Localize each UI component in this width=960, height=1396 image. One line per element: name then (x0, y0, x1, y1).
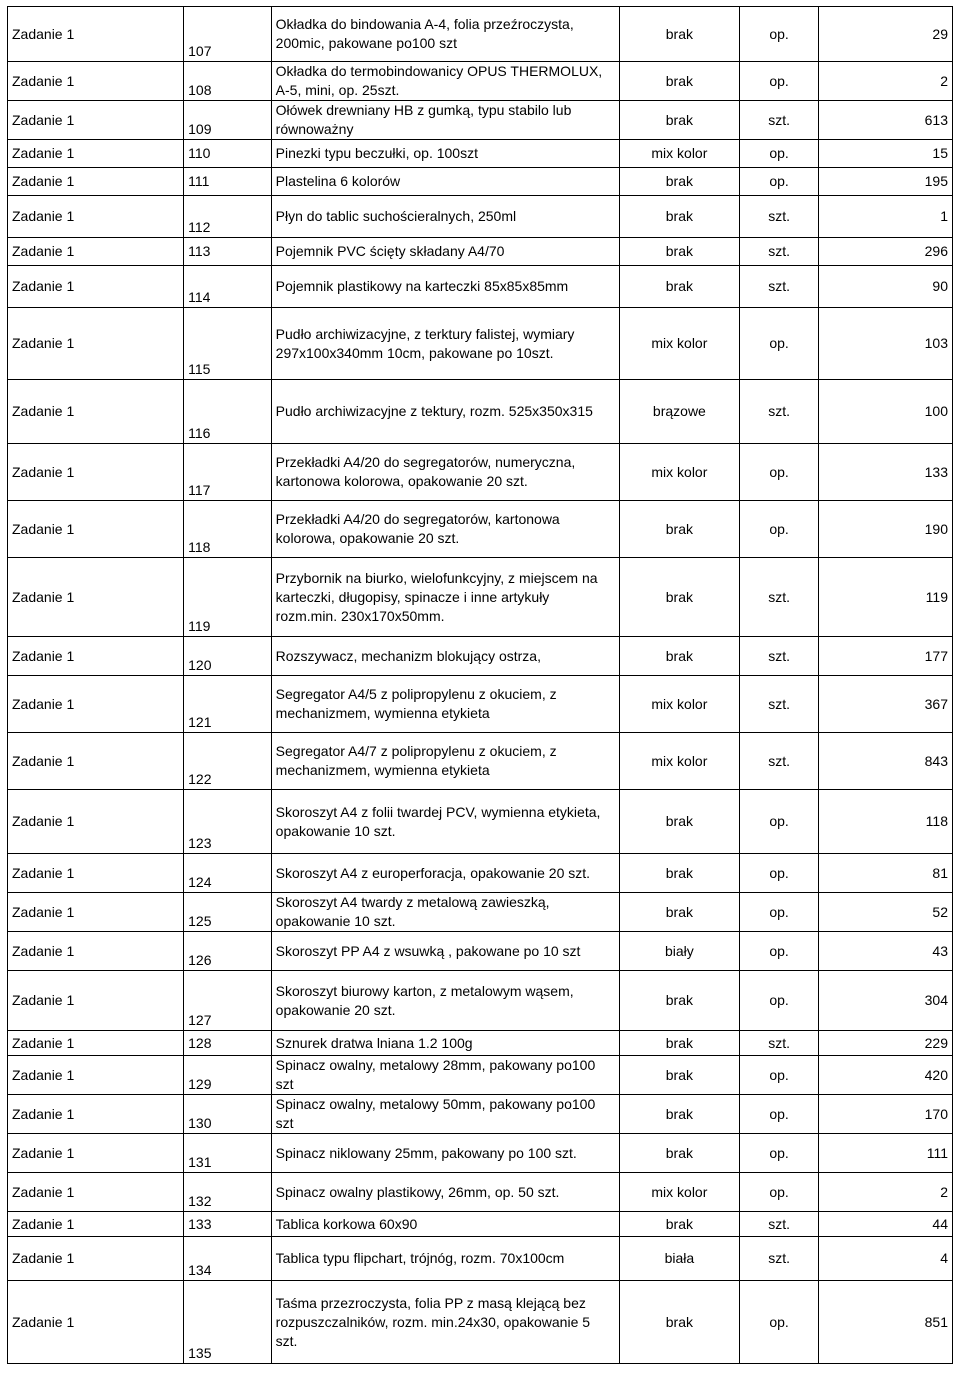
task-cell: Zadanie 1 (8, 266, 184, 308)
number-cell: 130 (184, 1095, 272, 1134)
description-cell: Skoroszyt PP A4 z wsuwką , pakowane po 10 szt (271, 932, 619, 971)
quantity-cell: 2 (818, 62, 952, 101)
table-row (8, 790, 953, 854)
unit-cell: op. (740, 790, 819, 854)
description-cell: Sznurek dratwa lniana 1.2 100g (271, 1031, 619, 1056)
color-cell: brak (619, 1031, 740, 1056)
description-cell: Okładka do bindowania A-4, folia przeźroczysta, 200mic, pakowane po100 szt (271, 7, 619, 62)
unit-cell: szt. (740, 637, 819, 676)
quantity-cell: 229 (818, 1031, 952, 1056)
task-cell: Zadanie 1 (8, 7, 184, 62)
color-cell: biała (619, 1237, 740, 1281)
color-cell: brak (619, 790, 740, 854)
unit-cell: op. (740, 140, 819, 168)
description-cell: Skoroszyt A4 z europerforacja, opakowanie 20 szt. (271, 854, 619, 893)
quantity-cell: 296 (818, 238, 952, 266)
number-cell: 123 (184, 790, 272, 854)
color-cell: brak (619, 168, 740, 196)
color-cell: biały (619, 932, 740, 971)
description-cell: Spinacz owalny plastikowy, 26mm, op. 50 szt. (271, 1173, 619, 1212)
table-row (8, 308, 953, 380)
color-cell: brak (619, 1134, 740, 1173)
task-cell: Zadanie 1 (8, 1237, 184, 1281)
unit-cell: szt. (740, 1237, 819, 1281)
task-cell: Zadanie 1 (8, 1173, 184, 1212)
description-cell: Okładka do termobindowanicy OPUS THERMOLUX, A-5, mini, op. 25szt. (271, 62, 619, 101)
description-cell: Skoroszyt A4 twardy z metalową zawieszką, opakowanie 10 szt. (271, 893, 619, 932)
unit-cell: szt. (740, 676, 819, 733)
description-cell: Segregator A4/7 z polipropylenu z okuciem, z mechanizmem, wymienna etykieta (271, 733, 619, 790)
table-row (8, 1281, 953, 1364)
task-cell: Zadanie 1 (8, 676, 184, 733)
quantity-cell: 851 (818, 1281, 952, 1364)
quantity-cell: 304 (818, 971, 952, 1031)
table-row (8, 676, 953, 733)
description-cell: Przekładki A4/20 do segregatorów, kartonowa kolorowa, opakowanie 20 szt. (271, 501, 619, 558)
table-row (8, 1173, 953, 1212)
color-cell: brak (619, 1056, 740, 1095)
task-cell: Zadanie 1 (8, 971, 184, 1031)
color-cell: brak (619, 238, 740, 266)
description-cell: Plastelina 6 kolorów (271, 168, 619, 196)
table-row (8, 971, 953, 1031)
description-cell: Skoroszyt A4 z folii twardej PCV, wymienna etykieta, opakowanie 10 szt. (271, 790, 619, 854)
items-table-body (8, 7, 953, 1364)
number-cell: 120 (184, 637, 272, 676)
task-cell: Zadanie 1 (8, 893, 184, 932)
number-cell: 126 (184, 932, 272, 971)
description-cell: Tablica typu flipchart, trójnóg, rozm. 70x100cm (271, 1237, 619, 1281)
description-cell: Pudło archiwizacyjne z tektury, rozm. 525x350x315 (271, 380, 619, 444)
color-cell: brak (619, 1095, 740, 1134)
table-row (8, 637, 953, 676)
number-cell: 111 (184, 168, 272, 196)
table-row (8, 168, 953, 196)
description-cell: Przekładki A4/20 do segregatorów, numeryczna, kartonowa kolorowa, opakowanie 20 szt. (271, 444, 619, 501)
quantity-cell: 190 (818, 501, 952, 558)
unit-cell: op. (740, 1134, 819, 1173)
number-cell: 122 (184, 733, 272, 790)
task-cell: Zadanie 1 (8, 62, 184, 101)
color-cell: brak (619, 558, 740, 637)
color-cell: mix kolor (619, 444, 740, 501)
unit-cell: szt. (740, 266, 819, 308)
table-row (8, 444, 953, 501)
task-cell: Zadanie 1 (8, 101, 184, 140)
color-cell: brak (619, 196, 740, 238)
task-cell: Zadanie 1 (8, 501, 184, 558)
color-cell: brak (619, 101, 740, 140)
number-cell: 110 (184, 140, 272, 168)
color-cell: brak (619, 893, 740, 932)
task-cell: Zadanie 1 (8, 558, 184, 637)
unit-cell: op. (740, 1095, 819, 1134)
quantity-cell: 44 (818, 1212, 952, 1237)
number-cell: 128 (184, 1031, 272, 1056)
unit-cell: op. (740, 168, 819, 196)
table-row (8, 1031, 953, 1056)
table-row (8, 196, 953, 238)
description-cell: Tablica korkowa 60x90 (271, 1212, 619, 1237)
quantity-cell: 103 (818, 308, 952, 380)
task-cell: Zadanie 1 (8, 1095, 184, 1134)
quantity-cell: 613 (818, 101, 952, 140)
number-cell: 127 (184, 971, 272, 1031)
quantity-cell: 100 (818, 380, 952, 444)
unit-cell: op. (740, 62, 819, 101)
table-row (8, 932, 953, 971)
quantity-cell: 81 (818, 854, 952, 893)
table-row (8, 1212, 953, 1237)
table-row (8, 733, 953, 790)
description-cell: Spinacz owalny, metalowy 28mm, pakowany po100 szt (271, 1056, 619, 1095)
color-cell: mix kolor (619, 676, 740, 733)
color-cell: brak (619, 62, 740, 101)
table-row (8, 558, 953, 637)
table-row (8, 1095, 953, 1134)
quantity-cell: 843 (818, 733, 952, 790)
quantity-cell: 52 (818, 893, 952, 932)
color-cell: brak (619, 971, 740, 1031)
color-cell: mix kolor (619, 308, 740, 380)
quantity-cell: 90 (818, 266, 952, 308)
task-cell: Zadanie 1 (8, 733, 184, 790)
number-cell: 135 (184, 1281, 272, 1364)
number-cell: 132 (184, 1173, 272, 1212)
task-cell: Zadanie 1 (8, 196, 184, 238)
unit-cell: op. (740, 971, 819, 1031)
task-cell: Zadanie 1 (8, 140, 184, 168)
unit-cell: szt. (740, 1031, 819, 1056)
color-cell: brak (619, 501, 740, 558)
number-cell: 114 (184, 266, 272, 308)
table-row (8, 7, 953, 62)
quantity-cell: 111 (818, 1134, 952, 1173)
unit-cell: szt. (740, 101, 819, 140)
description-cell: Pojemnik PVC ścięty składany A4/70 (271, 238, 619, 266)
table-row (8, 893, 953, 932)
table-row (8, 101, 953, 140)
number-cell: 124 (184, 854, 272, 893)
unit-cell: op. (740, 932, 819, 971)
color-cell: brak (619, 637, 740, 676)
number-cell: 119 (184, 558, 272, 637)
task-cell: Zadanie 1 (8, 1281, 184, 1364)
task-cell: Zadanie 1 (8, 1031, 184, 1056)
unit-cell: op. (740, 1056, 819, 1095)
table-row (8, 238, 953, 266)
color-cell: brak (619, 854, 740, 893)
table-row (8, 501, 953, 558)
quantity-cell: 43 (818, 932, 952, 971)
task-cell: Zadanie 1 (8, 1056, 184, 1095)
unit-cell: op. (740, 501, 819, 558)
number-cell: 133 (184, 1212, 272, 1237)
color-cell: brak (619, 1281, 740, 1364)
table-row (8, 380, 953, 444)
table-row (8, 1056, 953, 1095)
task-cell: Zadanie 1 (8, 637, 184, 676)
table-row (8, 1134, 953, 1173)
quantity-cell: 177 (818, 637, 952, 676)
number-cell: 109 (184, 101, 272, 140)
description-cell: Ołówek drewniany HB z gumką, typu stabilo lub równoważny (271, 101, 619, 140)
task-cell: Zadanie 1 (8, 380, 184, 444)
unit-cell: szt. (740, 1212, 819, 1237)
unit-cell: szt. (740, 196, 819, 238)
number-cell: 116 (184, 380, 272, 444)
unit-cell: szt. (740, 558, 819, 637)
unit-cell: szt. (740, 733, 819, 790)
task-cell: Zadanie 1 (8, 932, 184, 971)
quantity-cell: 1 (818, 196, 952, 238)
unit-cell: op. (740, 893, 819, 932)
description-cell: Spinacz owalny, metalowy 50mm, pakowany po100 szt (271, 1095, 619, 1134)
task-cell: Zadanie 1 (8, 790, 184, 854)
unit-cell: op. (740, 854, 819, 893)
table-row (8, 1237, 953, 1281)
description-cell: Płyn do tablic suchościeralnych, 250ml (271, 196, 619, 238)
unit-cell: op. (740, 7, 819, 62)
quantity-cell: 2 (818, 1173, 952, 1212)
quantity-cell: 4 (818, 1237, 952, 1281)
quantity-cell: 367 (818, 676, 952, 733)
color-cell: brązowe (619, 380, 740, 444)
number-cell: 115 (184, 308, 272, 380)
number-cell: 107 (184, 7, 272, 62)
quantity-cell: 29 (818, 7, 952, 62)
color-cell: mix kolor (619, 140, 740, 168)
task-cell: Zadanie 1 (8, 444, 184, 501)
number-cell: 131 (184, 1134, 272, 1173)
number-cell: 118 (184, 501, 272, 558)
quantity-cell: 118 (818, 790, 952, 854)
task-cell: Zadanie 1 (8, 854, 184, 893)
quantity-cell: 119 (818, 558, 952, 637)
table-row (8, 266, 953, 308)
color-cell: brak (619, 7, 740, 62)
description-cell: Pinezki typu beczułki, op. 100szt (271, 140, 619, 168)
quantity-cell: 195 (818, 168, 952, 196)
color-cell: mix kolor (619, 1173, 740, 1212)
task-cell: Zadanie 1 (8, 1134, 184, 1173)
color-cell: mix kolor (619, 733, 740, 790)
unit-cell: op. (740, 1173, 819, 1212)
task-cell: Zadanie 1 (8, 238, 184, 266)
unit-cell: szt. (740, 238, 819, 266)
description-cell: Pojemnik plastikowy na karteczki 85x85x85mm (271, 266, 619, 308)
table-row (8, 854, 953, 893)
number-cell: 112 (184, 196, 272, 238)
description-cell: Taśma przezroczysta, folia PP z masą klejącą bez rozpuszczalników, rozm. min.24x30, opakowanie 5 szt. (271, 1281, 619, 1364)
quantity-cell: 170 (818, 1095, 952, 1134)
task-cell: Zadanie 1 (8, 308, 184, 380)
items-table (7, 6, 953, 1364)
description-cell: Segregator A4/5 z polipropylenu z okuciem, z mechanizmem, wymienna etykieta (271, 676, 619, 733)
quantity-cell: 133 (818, 444, 952, 501)
number-cell: 113 (184, 238, 272, 266)
unit-cell: szt. (740, 380, 819, 444)
number-cell: 125 (184, 893, 272, 932)
table-row (8, 62, 953, 101)
number-cell: 121 (184, 676, 272, 733)
description-cell: Rozszywacz, mechanizm blokujący ostrza, (271, 637, 619, 676)
color-cell: brak (619, 266, 740, 308)
unit-cell: op. (740, 308, 819, 380)
unit-cell: op. (740, 444, 819, 501)
table-row (8, 140, 953, 168)
number-cell: 134 (184, 1237, 272, 1281)
task-cell: Zadanie 1 (8, 168, 184, 196)
description-cell: Przybornik na biurko, wielofunkcyjny, z miejscem na karteczki, długopisy, spinacze i inne artykuły rozm.min. 230x170x50mm. (271, 558, 619, 637)
description-cell: Skoroszyt biurowy karton, z metalowym wąsem, opakowanie 20 szt. (271, 971, 619, 1031)
quantity-cell: 15 (818, 140, 952, 168)
number-cell: 117 (184, 444, 272, 501)
description-cell: Pudło archiwizacyjne, z terktury falistej, wymiary 297x100x340mm 10cm, pakowane po 10szt. (271, 308, 619, 380)
color-cell: brak (619, 1212, 740, 1237)
unit-cell: op. (740, 1281, 819, 1364)
quantity-cell: 420 (818, 1056, 952, 1095)
task-cell: Zadanie 1 (8, 1212, 184, 1237)
number-cell: 129 (184, 1056, 272, 1095)
description-cell: Spinacz niklowany 25mm, pakowany po 100 szt. (271, 1134, 619, 1173)
number-cell: 108 (184, 62, 272, 101)
